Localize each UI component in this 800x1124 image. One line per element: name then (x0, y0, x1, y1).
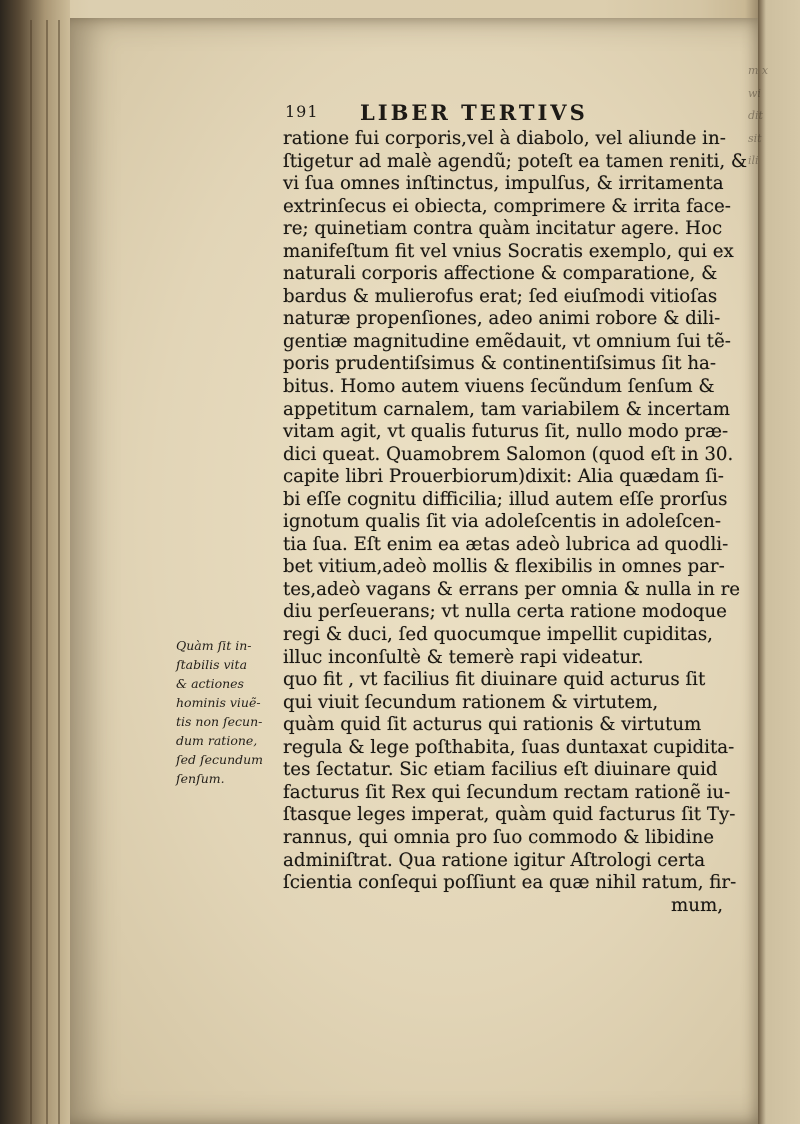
text-line: bitus. Homo autem viuens ſecũndum ſenſum & (283, 376, 715, 398)
running-head: LIBER TERTIVS (360, 100, 588, 125)
text-line: naturali corporis affectione & comparatione, & (283, 263, 718, 285)
page-edge-line (58, 20, 60, 1124)
text-line: quàm quid ſit acturus qui rationis & virtutum (283, 714, 702, 736)
text-line: appetitum carnalem, tam variabilem & incertam (283, 398, 730, 420)
note-line: ſed ſecundum (176, 752, 264, 767)
marginal-note (176, 636, 284, 788)
catchword: mum, (671, 894, 723, 916)
text-line: naturæ propenſiones, adeo animi robore & dili- (283, 308, 721, 330)
text-line: ſtigetur ad malè agendũ; poteſt ea tamen reniti, & (283, 150, 748, 172)
page-edge-line (46, 20, 48, 1124)
text-line: tia ſua. Eſt enim ea ætas adeò lubrica ad quodli- (283, 533, 729, 555)
bleed-line: wi (748, 86, 761, 100)
bleed-line: dit (748, 109, 763, 122)
text-line: vi ſua omnes inſtinctus, impulſus, & irritamenta (283, 173, 724, 195)
note-line: tis non ſecun- (176, 714, 263, 729)
text-line: ſcientia conſequi poſſiunt ea quæ nihil ratum, fir- (283, 872, 737, 894)
text-line: ratione fui corporis,vel à diabolo, vel aliunde in- (283, 128, 726, 149)
text-line: tes ſectatur. Sic etiam facilius eſt diuinare quid (283, 759, 718, 781)
text-line: vitam agit, vt qualis futurus ſit, nullo modo præ- (283, 421, 729, 443)
text-line: illuc inconſultè & temerè rapi videatur. (283, 646, 644, 668)
facing-page-bleed (748, 60, 798, 620)
note-line: ſenſum. (176, 771, 225, 786)
text-line: bi eſſe cognitu difficilia; illud autem eſſe prorſus (283, 488, 728, 510)
text-line: tes,adeò vagans & errans per omnia & nulla in re (283, 578, 741, 600)
text-line: dici queat. Quamobrem Salomon (quod eſt in 30. (283, 443, 734, 465)
page-number: 191 (285, 102, 319, 121)
text-line: regi & duci, ſed quocumque impellit cupiditas, (283, 624, 713, 646)
bleed-line: sit (748, 131, 762, 145)
text-line: capite libri Prouerbiorum)dixit: Alia quædam ſi- (283, 466, 724, 488)
text-line: bet vitium,adeò mollis & flexibilis in omnes par- (283, 556, 725, 578)
text-line: bardus & mulierofus erat; ſed eiuſmodi vitioſas (283, 285, 718, 307)
bleed-line: ili (748, 154, 759, 167)
text-line: ſtasque leges imperat, quàm quid facturus ſit Ty- (283, 804, 736, 826)
text-line: quo fit , vt facilius fit diuinare quid acturus ſit (283, 669, 706, 691)
note-line: & actiones (176, 676, 244, 691)
text-line: extrinſecus ei obiecta, comprimere & irrita face- (283, 195, 731, 217)
page-edge-line (30, 20, 32, 1124)
text-line: rannus, qui omnia pro ſuo commodo & libidine (283, 826, 715, 848)
text-line: re; quinetiam contra quàm incitatur agere. Hoc (283, 218, 723, 240)
text-line: regula & lege poſthabita, ſuas duntaxat cupidita- (283, 736, 735, 758)
text-line: gentiæ magnitudine emẽdauit, vt omnium ſui tẽ- (283, 330, 731, 352)
text-line: qui viuit ſecundum rationem & virtutem, (283, 691, 659, 713)
text-line: adminiſtrat. Qua ratione igitur Aſtrologi certa (283, 849, 706, 871)
note-line: Quàm ſit in- (176, 638, 252, 653)
text-line: manifeſtum fit vel vnius Socratis exemplo, qui ex (283, 240, 734, 262)
text-line: ignotum qualis ſit via adoleſcentis in adoleſcen- (283, 511, 721, 533)
note-line: hominis viuẽ- (176, 695, 261, 710)
note-line: ſtabilis vita (176, 657, 248, 672)
main-text-block (283, 128, 748, 917)
text-line: poris prudentiſsimus & continentiſsimus ſit ha- (283, 353, 717, 375)
text-line: diu perſeuerans; vt nulla certa ratione modoque (283, 601, 727, 623)
bleed-line: m x (748, 64, 769, 77)
note-line: dum ratione, (176, 733, 258, 748)
text-line: facturus ſit Rex qui ſecundum rectam rationẽ iu- (283, 781, 731, 803)
page-header (285, 100, 705, 130)
